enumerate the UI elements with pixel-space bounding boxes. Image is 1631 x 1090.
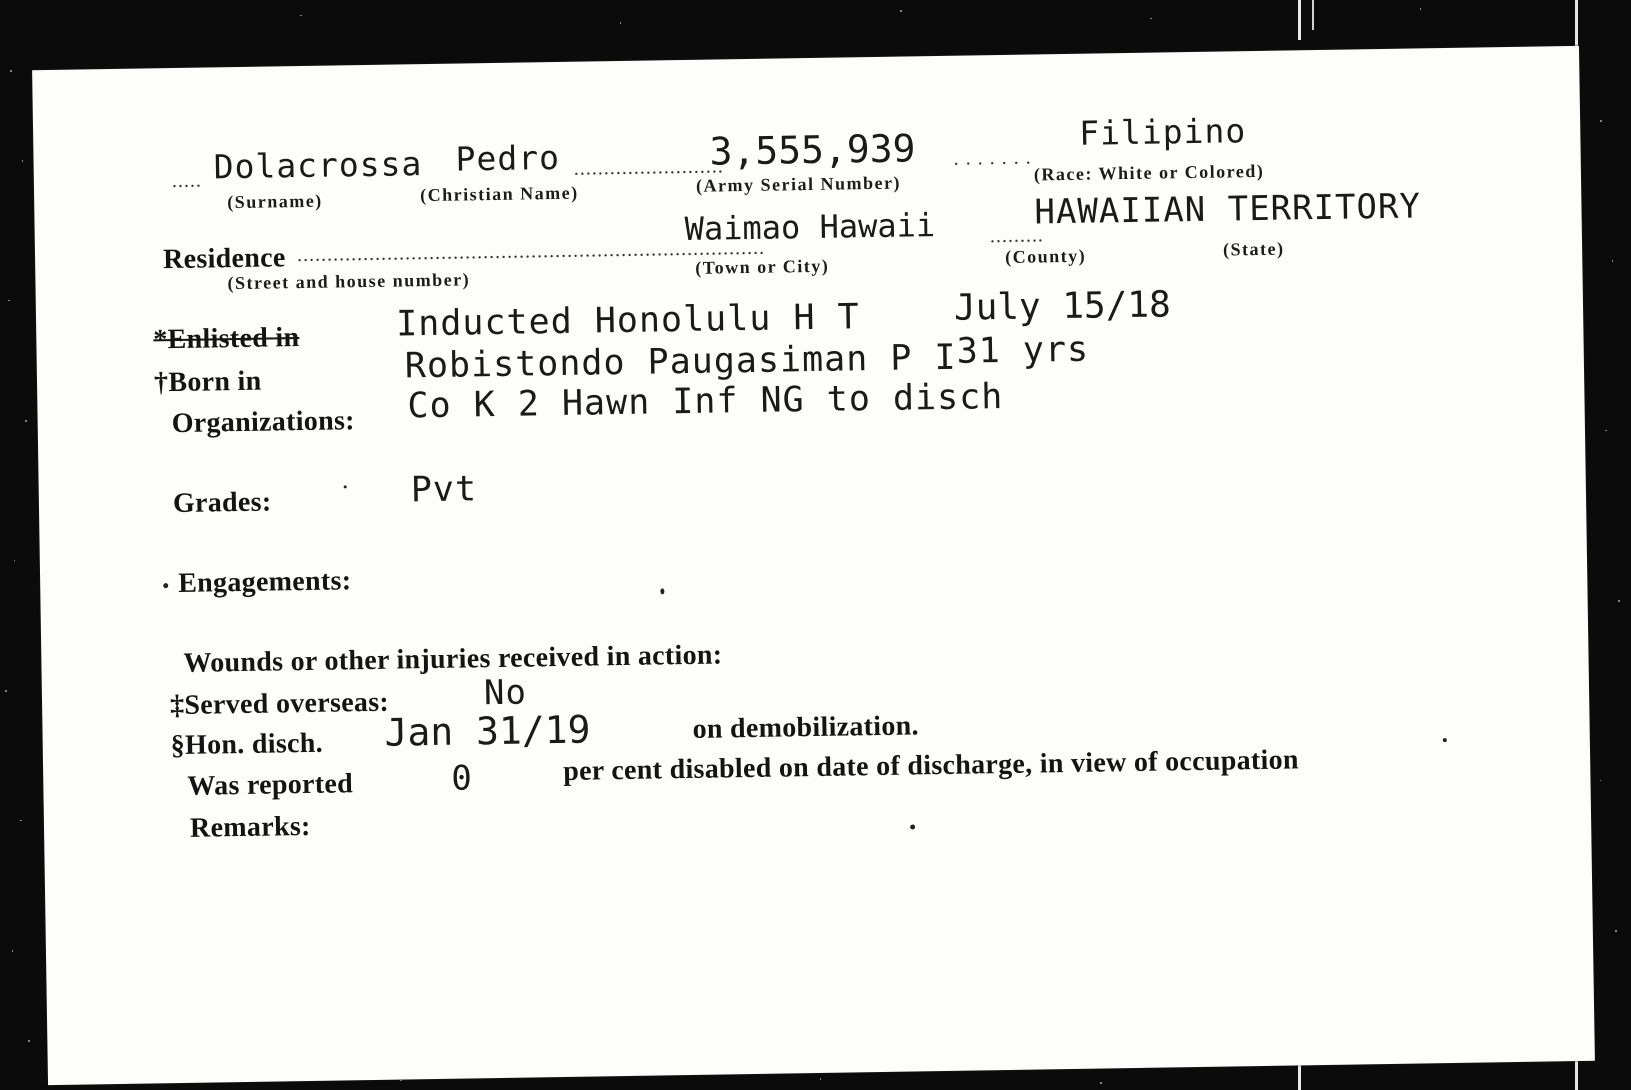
organizations-label: Organizations:: [171, 405, 356, 440]
residence-label: Residence: [162, 242, 286, 276]
enlisted-label: *Enlisted in: [153, 322, 300, 356]
race-caption: (Race: White or Colored): [1033, 160, 1265, 185]
born-value: Robistondo Paugasiman P I: [404, 337, 957, 387]
record-card: [32, 46, 1595, 1085]
residence-town-value: Waimao Hawaii: [684, 206, 936, 248]
discharge-date-value: Jan 31/19: [384, 707, 591, 755]
christian-leader-dots: .........................: [573, 155, 724, 180]
street-caption: (Street and house number): [227, 269, 471, 294]
grades-value: Pvt: [410, 469, 478, 511]
christian-name-value: Pedro: [455, 137, 561, 179]
residence-state-value: HAWAIIAN TERRITORY: [1034, 186, 1422, 233]
christian-name-caption: (Christian Name): [419, 182, 579, 206]
town-caption: (Town or City): [695, 255, 830, 278]
remarks-label: Remarks:: [189, 810, 311, 844]
county-leader-dots: .........: [989, 224, 1045, 248]
race-value: Filipino: [1078, 111, 1247, 153]
enlisted-value: Inducted Honolulu H T: [395, 297, 860, 345]
surname-leader-dots: .....: [171, 169, 203, 193]
residence-leader-dots: ..............................................................................: [296, 236, 766, 267]
serial-leader-dots: . . . . . . .: [953, 146, 1032, 170]
discharge-label: §Hon. disch.: [170, 727, 324, 762]
county-caption: (County): [1005, 245, 1087, 267]
surname-value: Dolacrossa: [213, 144, 423, 187]
disability-percent-value: 0: [450, 758, 474, 799]
serial-number-value: 3,555,939: [709, 126, 916, 174]
discharge-suffix: on demobilization.: [692, 710, 920, 745]
ink-speck: [344, 485, 347, 488]
enlisted-date-value: July 15/18: [953, 284, 1172, 329]
ink-dot: [163, 583, 168, 588]
reported-label: Was reported: [187, 768, 354, 802]
served-overseas-label: ‡Served overseas:: [169, 686, 390, 722]
engagements-label: Engagements:: [177, 565, 352, 599]
serial-number-caption: (Army Serial Number): [695, 172, 902, 196]
state-caption: (State): [1222, 238, 1285, 260]
born-age-value: 31 yrs: [956, 329, 1090, 372]
organizations-value: Co K 2 Hawn Inf NG to disch: [407, 376, 1004, 427]
grades-label: Grades:: [172, 486, 272, 520]
disability-suffix: per cent disabled on date of discharge, in view of occupation: [562, 744, 1300, 787]
wounds-label: Wounds or other injuries received in action:: [183, 639, 723, 679]
ink-speck: [660, 588, 664, 594]
ink-speck: [1443, 738, 1447, 742]
surname-caption: (Surname): [227, 190, 323, 213]
born-label: †Born in: [153, 365, 262, 399]
ink-speck: [910, 824, 915, 829]
served-overseas-value: No: [483, 672, 528, 714]
